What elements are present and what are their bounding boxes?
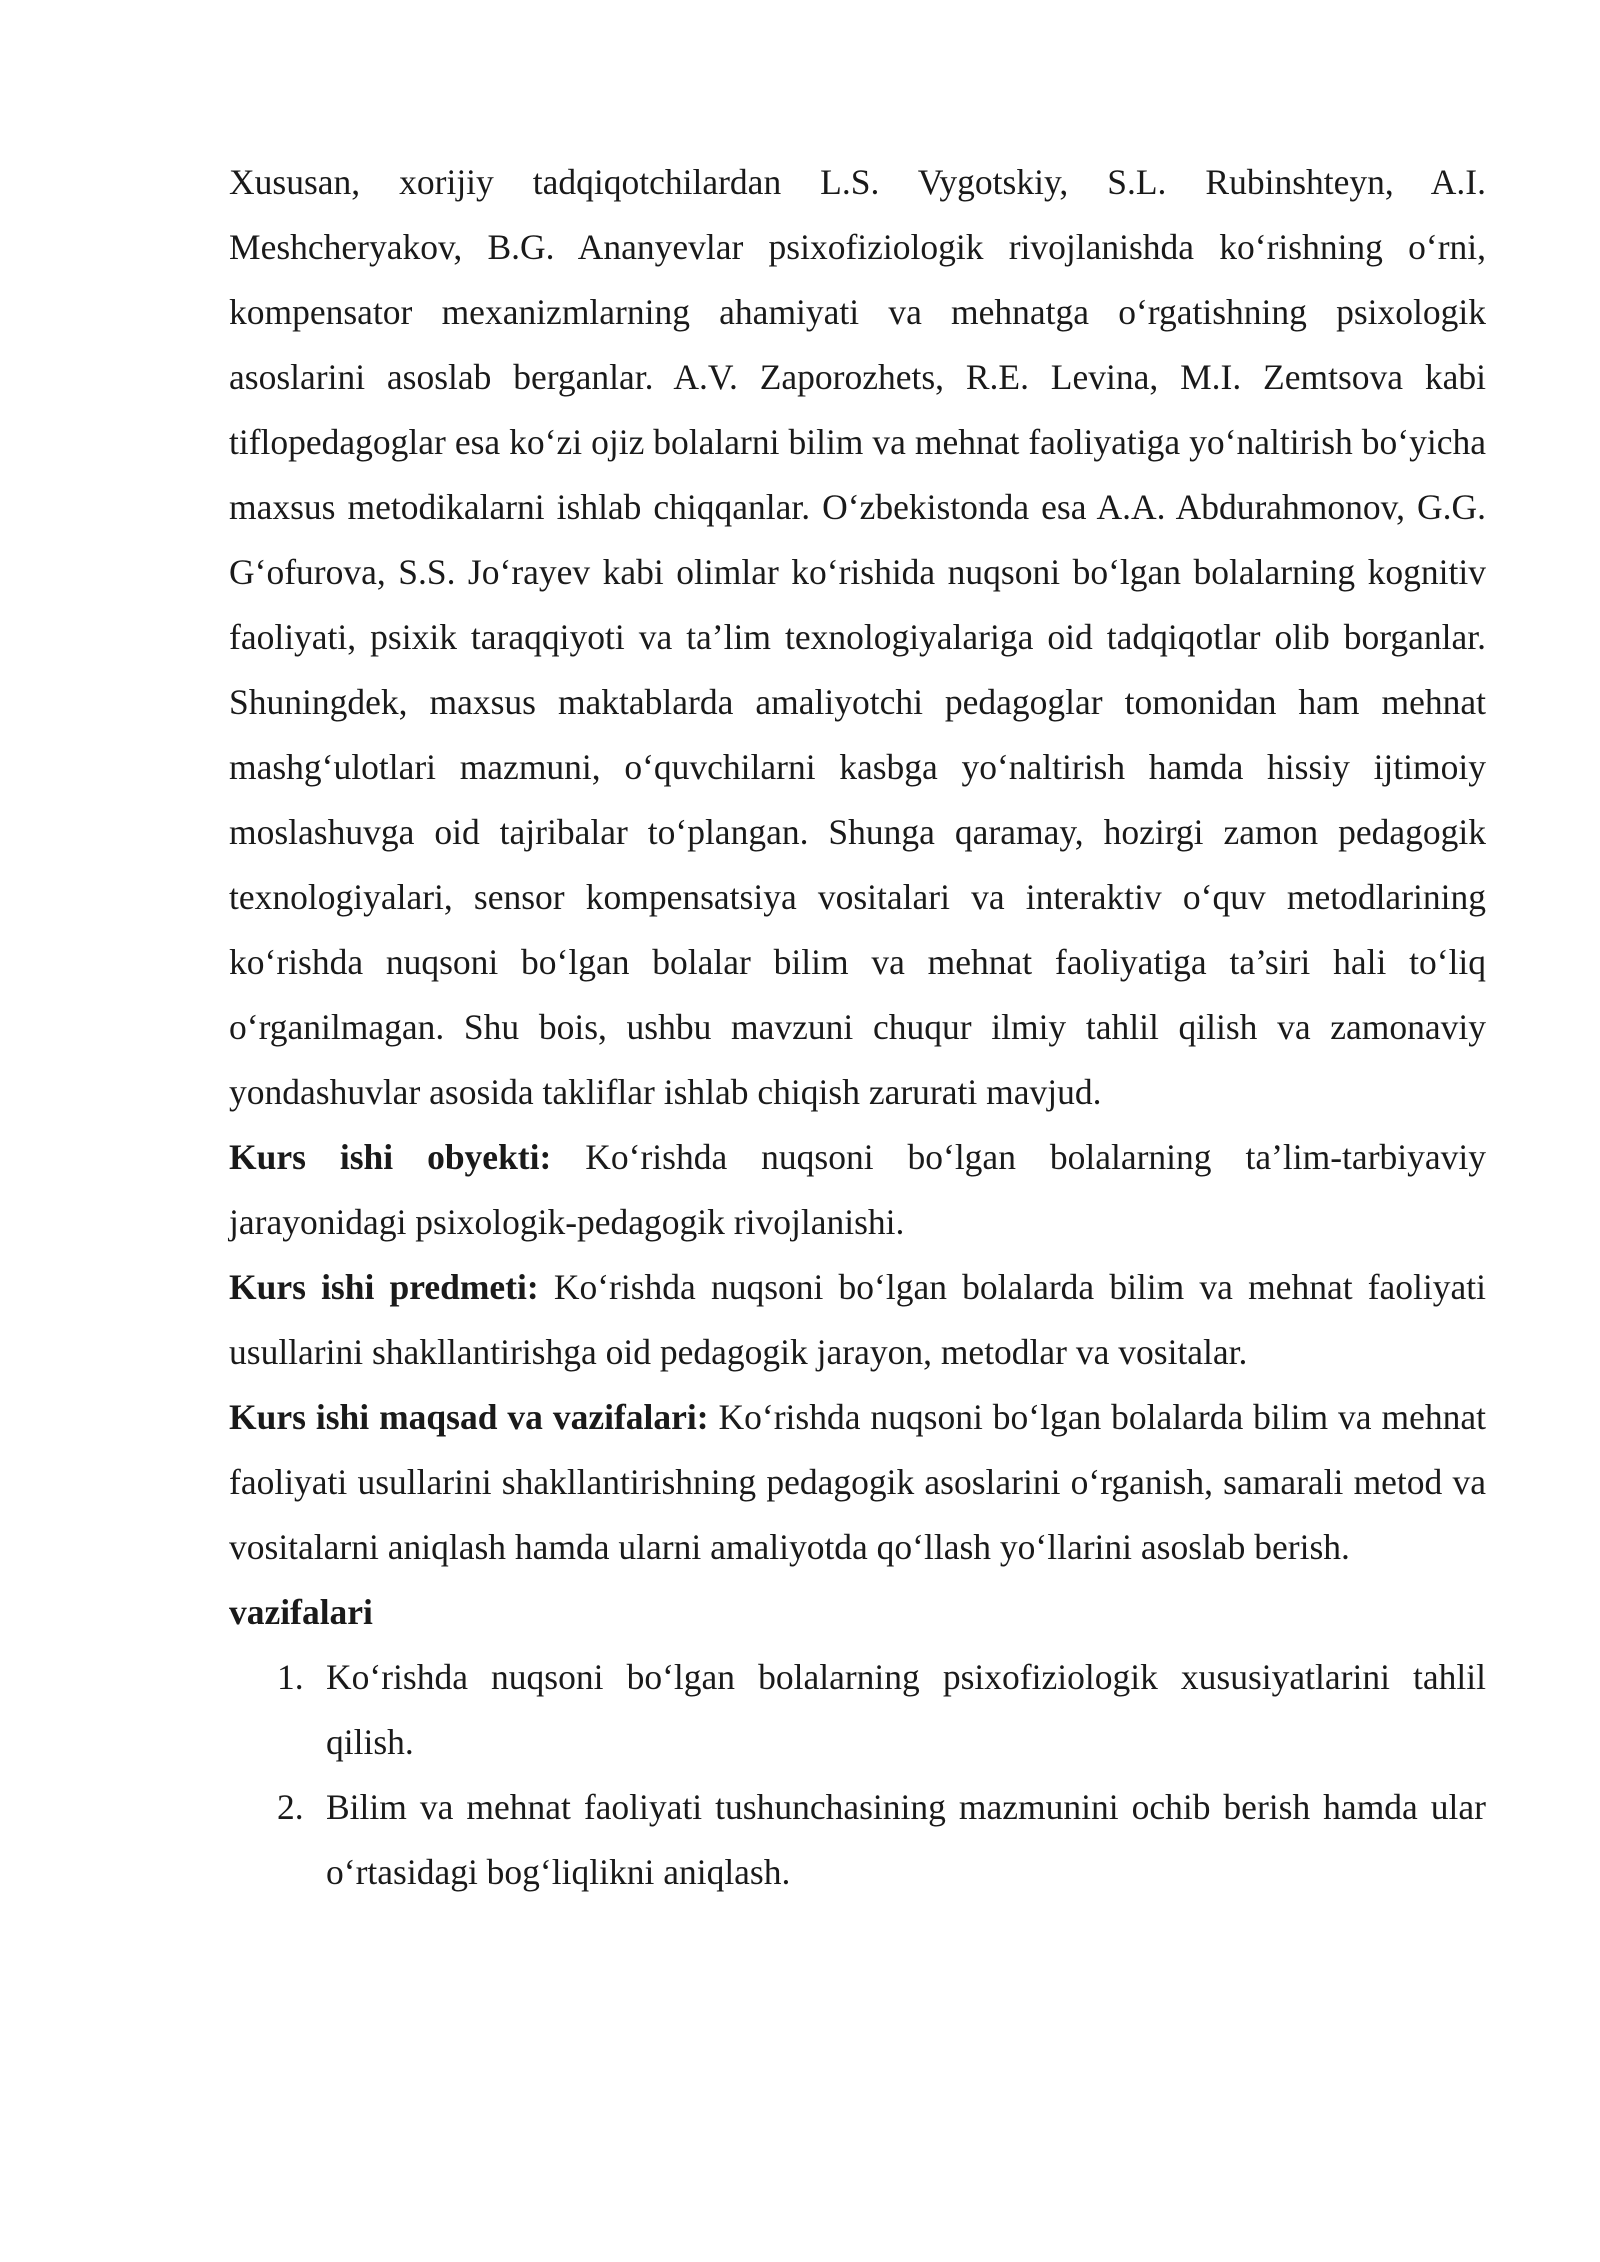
object-text: Ko‘rishda nuqsoni bo‘lgan bolalarning ta’lim-tarbiyaviy jarayonidagi psixologik-pedagogik rivojlanishi. <box>229 1137 1486 1242</box>
object-label: Kurs ishi obyekti: <box>229 1137 552 1177</box>
task-text: Ko‘rishda nuqsoni bo‘lgan bolalarning psixofiziologik xususiyatlarini tahlil qilish. <box>326 1657 1486 1762</box>
task-number: 2. <box>277 1787 304 1827</box>
goal-paragraph <box>229 1385 1486 1580</box>
task-item <box>229 1645 1486 1775</box>
subject-label: Kurs ishi predmeti: <box>229 1267 539 1307</box>
subject-text: Ko‘rishda nuqsoni bo‘lgan bolalarda bilim va mehnat faoliyati usullarini shakllantirishga oid pedagogik jarayon, metodlar va vositalar. <box>229 1267 1486 1372</box>
task-item <box>229 1775 1486 1905</box>
tasks-list <box>229 1645 1486 1905</box>
subject-paragraph <box>229 1255 1486 1385</box>
tasks-heading: vazifalari <box>229 1592 373 1632</box>
task-text: Bilim va mehnat faoliyati tushunchasining mazmunini ochib berish hamda ular o‘rtasidagi bog‘liqlikni aniqlash. <box>326 1787 1486 1892</box>
goal-label: Kurs ishi maqsad va vazifalari: <box>229 1397 709 1437</box>
goal-text: Ko‘rishda nuqsoni bo‘lgan bolalarda bilim va mehnat faoliyati usullarini shakllantirishning pedagogik asoslarini o‘rganish, samarali metod va vositalarni aniqlash hamda ularni amaliyotda qo‘llash yo‘llarini asoslab berish. <box>229 1397 1486 1567</box>
intro-paragraph: Xususan, xorijiy tadqiqotchilardan L.S. Vygotskiy, S.L. Rubinshteyn, A.I. Meshcheryakov, B.G. Ananyevlar psixofiziologik rivojlanishda ko‘rishning o‘rni, kompensator mexanizmlarning ahamiyati va mehnatga o‘rgatishning psixologik asoslarini asoslab berganlar. A.V. Zaporozhets, R.E. Levina, M.I. Zemtsova kabi tiflopedagoglar esa ko‘zi ojiz bolalarni bilim va mehnat faoliyatiga yo‘naltirish bo‘yicha maxsus metodikalarni ishlab chiqqanlar. O‘zbekistonda esa A.A. Abdurahmonov, G.G. G‘ofurova, S.S. Jo‘rayev kabi olimlar ko‘rishida nuqsoni bo‘lgan bolalarning kognitiv faoliyati, psixik taraqqiyoti va ta’lim texnologiyalariga oid tadqiqotlar olib borganlar. Shuningdek, maxsus maktablarda amaliyotchi pedagoglar tomonidan ham mehnat mashg‘ulotlari mazmuni, o‘quvchilarni kasbga yo‘naltirish hamda hissiy ijtimoiy moslashuvga oid tajribalar to‘plangan. Shunga qaramay, hozirgi zamon pedagogik texnologiyalari, sensor kompensatsiya vositalari va interaktiv o‘quv metodlarining ko‘rishda nuqsoni bo‘lgan bolalar bilim va mehnat faoliyatiga ta’siri hali to‘liq o‘rganilmagan. Shu bois, ushbu mavzuni chuqur ilmiy tahlil qilish va zamonaviy yondashuvlar asosida takliflar ishlab chiqish zarurati mavjud. <box>229 162 1486 1112</box>
object-paragraph <box>229 1125 1486 1255</box>
task-number: 1. <box>277 1657 304 1697</box>
document-page <box>229 150 1486 1905</box>
